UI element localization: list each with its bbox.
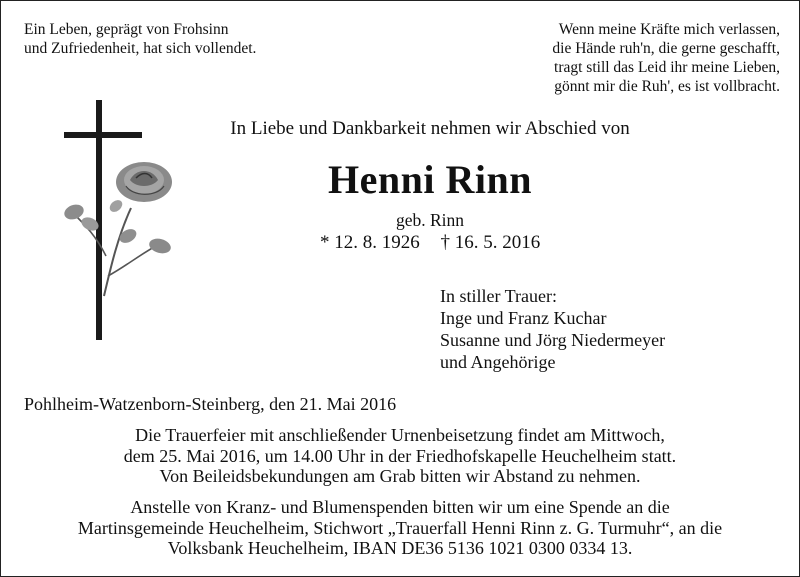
poem-right [480, 20, 780, 96]
farewell-intro: In Liebe und Dankbarkeit nehmen wir Abschied von [230, 118, 630, 139]
poem-right-line: tragt still das Leid ihr meine Lieben, [554, 59, 780, 76]
mourner-entry: und Angehörige [440, 352, 556, 372]
donation-line: Martinsgemeinde Heuchelheim, Stichwort „Trauerfall Henni Rinn z. G. Turmuhr“, an die [77, 517, 723, 538]
birth-name: geb. Rinn [395, 210, 465, 230]
poem-right-line: die Hände ruh'n, die gerne geschafft, [552, 40, 780, 57]
place-and-date: Pohlheim-Watzenborn-Steinberg, den 21. Mai 2016 [24, 394, 397, 414]
funeral-notice-line: dem 25. Mai 2016, um 14.00 Uhr in der Friedhofskapelle Heuchelheim statt. [123, 445, 677, 466]
donation-line: Anstelle von Kranz- und Blumenspenden bitten wir um eine Spende an die [130, 497, 670, 517]
poem-left [24, 20, 324, 58]
poem-left-line: Ein Leben, geprägt von Frohsinn [24, 21, 229, 38]
deceased-name: Henni Rinn [328, 157, 532, 202]
poem-left-line: und Zufriedenheit, hat sich vollendet. [24, 40, 257, 57]
mourners-list [440, 285, 740, 373]
poem-right-line: Wenn meine Kräfte mich verlassen, [558, 21, 780, 38]
donation-request [40, 497, 760, 559]
funeral-notice [40, 425, 760, 487]
life-dates [320, 232, 580, 254]
funeral-notice-line: Von Beileidsbekundungen am Grab bitten wir Abstand zu nehmen. [159, 466, 641, 486]
cross-with-rose-icon [56, 96, 186, 346]
death-date: † 16. 5. 2016 [440, 232, 541, 253]
mourner-entry: Inge und Franz Kuchar [440, 308, 607, 328]
funeral-notice-line: Die Trauerfeier mit anschließender Urnenbeisetzung findet am Mittwoch, [135, 425, 665, 445]
poem-right-line: gönnt mir die Ruh', es ist vollbracht. [554, 78, 780, 95]
mourners-heading: In stiller Trauer: [440, 286, 557, 306]
mourner-entry: Susanne und Jörg Niedermeyer [440, 330, 666, 350]
birth-date: * 12. 8. 1926 [320, 232, 420, 253]
donation-line: Volksbank Heuchelheim, IBAN DE36 5136 1021 0300 0334 13. [167, 538, 633, 558]
